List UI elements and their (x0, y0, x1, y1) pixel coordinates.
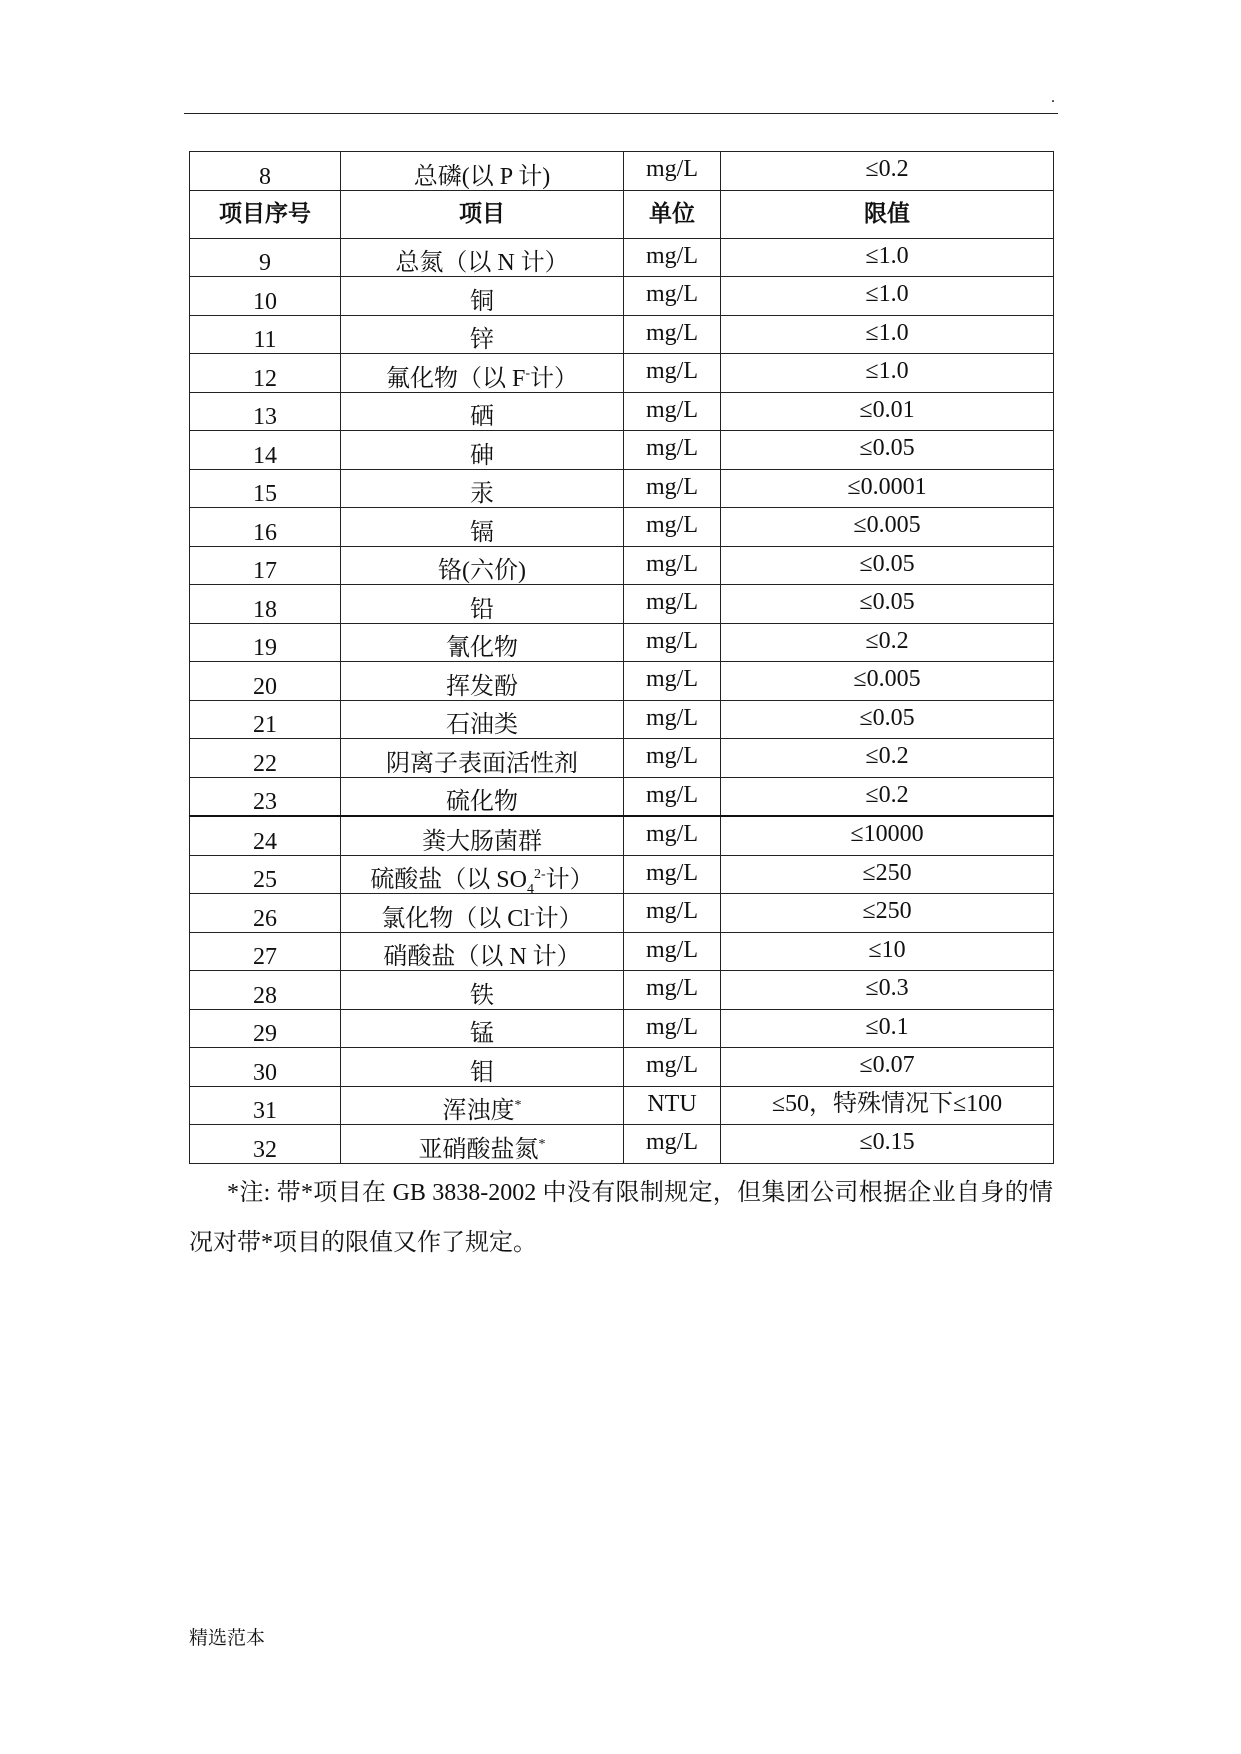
row-item-superscript: * (538, 1136, 546, 1152)
table-row (190, 1086, 1054, 1125)
page-footer: 精选范本 (189, 1628, 266, 1649)
row-item-superscript: - (525, 365, 531, 381)
row-number: 28 (190, 971, 341, 1010)
row-number: 18 (190, 585, 341, 624)
table-row (190, 546, 1054, 585)
row-number: 21 (190, 700, 341, 739)
row-number: 8 (190, 152, 341, 191)
row-limit: ≤0.05 (721, 585, 1054, 624)
table-row (190, 971, 1054, 1010)
row-item: 阴离子表面活性剂 (341, 739, 624, 778)
row-number: 9 (190, 238, 341, 277)
table-row (190, 315, 1054, 354)
row-limit: ≤0.2 (721, 623, 1054, 662)
row-item-text-end: 计） (534, 905, 583, 932)
row-unit: mg/L (624, 1048, 721, 1087)
row-item: 石油类 (341, 700, 624, 739)
row-number: 24 (190, 816, 341, 855)
row-number: 25 (190, 855, 341, 894)
row-item: 汞 (341, 469, 624, 508)
row-limit: ≤0.01 (721, 392, 1054, 431)
row-limit: ≤0.07 (721, 1048, 1054, 1087)
row-unit: mg/L (624, 855, 721, 894)
table-body (190, 238, 1054, 1163)
row-item-text-end: 计） (530, 365, 579, 392)
row-limit: ≤1.0 (721, 238, 1054, 277)
row-limit: ≤0.2 (721, 739, 1054, 778)
row-unit: NTU (624, 1086, 721, 1125)
row-number: 14 (190, 431, 341, 470)
row-unit: mg/L (624, 238, 721, 277)
row-number: 27 (190, 932, 341, 971)
table-row (190, 1048, 1054, 1087)
row-number: 20 (190, 662, 341, 701)
row-limit: ≤0.005 (721, 508, 1054, 547)
table-row (190, 623, 1054, 662)
row-number: 10 (190, 277, 341, 316)
row-limit: ≤0.2 (721, 152, 1054, 191)
row-number: 15 (190, 469, 341, 508)
table-row (190, 469, 1054, 508)
row-limit: ≤0.005 (721, 662, 1054, 701)
row-item: 硒 (341, 392, 624, 431)
row-limit: ≤0.05 (721, 431, 1054, 470)
row-unit: mg/L (624, 777, 721, 816)
row-item: 铁 (341, 971, 624, 1010)
row-unit: mg/L (624, 354, 721, 393)
row-item-superscript: 2- (534, 867, 546, 882)
row-unit: mg/L (624, 546, 721, 585)
row-number: 26 (190, 894, 341, 933)
table-header-row (190, 190, 1054, 238)
row-number: 29 (190, 1009, 341, 1048)
row-item-text-end: 计） (545, 867, 594, 893)
footnote: *注: 带*项目在 GB 3838-2002 中没有限制规定，但集团公司根据企业自身的情况对带*项目的限值又作了规定。 (189, 1180, 1053, 1256)
row-item: 硫化物 (341, 777, 624, 816)
row-item-text: 氯化物（以 Cl (381, 905, 530, 932)
row-unit: mg/L (624, 971, 721, 1010)
row-number: 23 (190, 777, 341, 816)
row-item: 粪大肠菌群 (341, 816, 624, 855)
table-row (190, 431, 1054, 470)
row-item: 氰化物 (341, 623, 624, 662)
column-header-item: 项目 (341, 190, 624, 238)
row-number: 16 (190, 508, 341, 547)
row-item-text: 亚硝酸盐氮 (418, 1136, 539, 1163)
table-row (190, 354, 1054, 393)
row-item-text: 硫酸盐（以 SO (370, 867, 527, 893)
row-number: 12 (190, 354, 341, 393)
row-item (341, 894, 624, 933)
table-row (190, 739, 1054, 778)
table-row (190, 1125, 1054, 1164)
row-number: 19 (190, 623, 341, 662)
table-row (190, 894, 1054, 933)
row-number: 32 (190, 1125, 341, 1164)
row-number: 31 (190, 1086, 341, 1125)
row-limit: ≤0.15 (721, 1125, 1054, 1164)
row-limit: ≤1.0 (721, 277, 1054, 316)
column-header-number: 项目序号 (190, 190, 341, 238)
row-limit: ≤10000 (721, 816, 1054, 855)
table-row (190, 585, 1054, 624)
row-limit: ≤0.05 (721, 546, 1054, 585)
row-limit: ≤1.0 (721, 315, 1054, 354)
row-limit: ≤50，特殊情况下≤100 (721, 1086, 1054, 1125)
table-row (190, 508, 1054, 547)
row-item (341, 1125, 624, 1164)
row-limit: ≤0.0001 (721, 469, 1054, 508)
row-unit: mg/L (624, 585, 721, 624)
row-limit: ≤0.05 (721, 700, 1054, 739)
table-row (190, 932, 1054, 971)
row-number: 11 (190, 315, 341, 354)
table-row (190, 152, 1054, 191)
row-item: 铜 (341, 277, 624, 316)
row-item: 锰 (341, 1009, 624, 1048)
row-item: 铅 (341, 585, 624, 624)
row-number: 17 (190, 546, 341, 585)
row-limit: ≤1.0 (721, 354, 1054, 393)
row-unit: mg/L (624, 894, 721, 933)
row-item: 硝酸盐（以 N 计） (341, 932, 624, 971)
row-unit: mg/L (624, 392, 721, 431)
row-limit: ≤250 (721, 855, 1054, 894)
row-unit: mg/L (624, 431, 721, 470)
row-unit: mg/L (624, 1125, 721, 1164)
table-row (190, 1009, 1054, 1048)
row-limit: ≤0.3 (721, 971, 1054, 1010)
row-unit: mg/L (624, 662, 721, 701)
row-item: 铬(六价) (341, 546, 624, 585)
row-item: 总磷(以 P 计) (341, 152, 624, 191)
row-item-text: 浑浊度 (442, 1098, 515, 1124)
table-row (190, 238, 1054, 277)
row-item (341, 354, 624, 393)
row-item: 砷 (341, 431, 624, 470)
row-item: 总氮（以 N 计） (341, 238, 624, 277)
row-item (341, 855, 624, 897)
table-row (190, 277, 1054, 316)
row-limit: ≤0.1 (721, 1009, 1054, 1048)
row-unit: mg/L (624, 508, 721, 547)
row-item-superscript: - (530, 905, 535, 921)
table-row (190, 777, 1054, 816)
row-unit: mg/L (624, 1009, 721, 1048)
row-limit: ≤10 (721, 932, 1054, 971)
row-item-text: 氟化物（以 F (385, 365, 526, 392)
table-row (190, 662, 1054, 701)
table-row (190, 392, 1054, 431)
row-item: 镉 (341, 508, 624, 547)
row-number: 22 (190, 739, 341, 778)
row-number: 13 (190, 392, 341, 431)
table-row (190, 855, 1054, 894)
row-unit: mg/L (624, 932, 721, 971)
water-quality-limits-table (189, 151, 1054, 1164)
header-mark: . (1051, 89, 1055, 106)
row-item-subscript: 4 (527, 881, 534, 897)
row-item: 钼 (341, 1048, 624, 1087)
row-item (341, 1086, 624, 1125)
row-unit: mg/L (624, 816, 721, 855)
row-unit: mg/L (624, 152, 721, 191)
row-limit: ≤0.2 (721, 777, 1054, 816)
table-row (190, 816, 1054, 855)
row-number: 30 (190, 1048, 341, 1087)
row-item-superscript: * (514, 1098, 522, 1113)
column-header-unit: 单位 (624, 190, 721, 238)
column-header-limit: 限值 (721, 190, 1054, 238)
row-unit: mg/L (624, 739, 721, 778)
row-unit: mg/L (624, 623, 721, 662)
row-unit: mg/L (624, 315, 721, 354)
header-rule (184, 113, 1058, 114)
row-item: 锌 (341, 315, 624, 354)
row-unit: mg/L (624, 277, 721, 316)
row-unit: mg/L (624, 469, 721, 508)
row-item: 挥发酚 (341, 662, 624, 701)
table-row (190, 700, 1054, 739)
row-limit: ≤250 (721, 894, 1054, 933)
row-unit: mg/L (624, 700, 721, 739)
